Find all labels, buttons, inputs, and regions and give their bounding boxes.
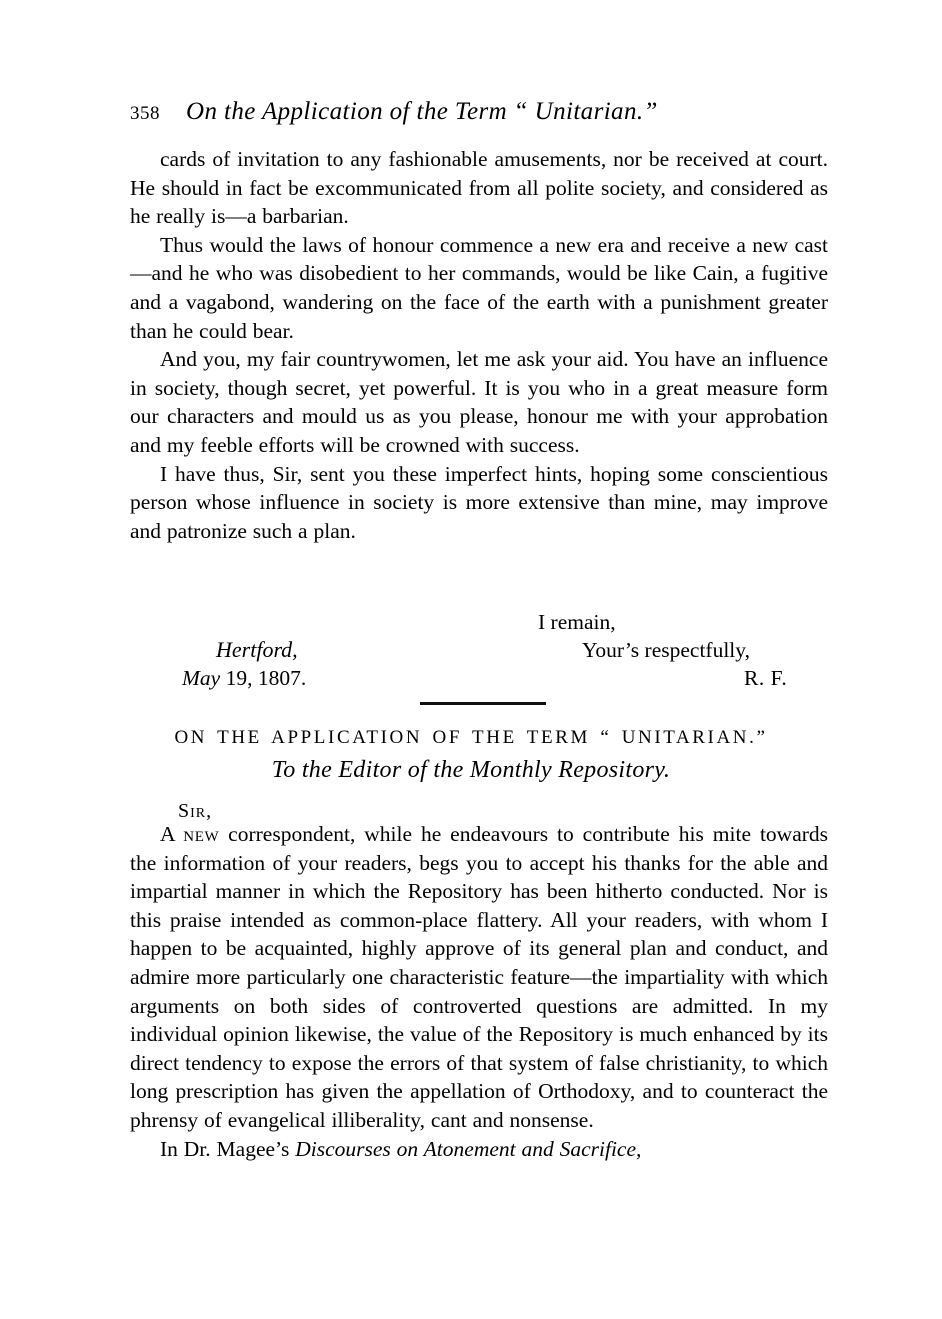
- article-two-body: [130, 820, 828, 1163]
- final-paragraph-italic-title: Discourses on Atonement and Sacrifice,: [295, 1136, 642, 1161]
- running-head: [130, 98, 830, 132]
- signature-closing-yours: Your’s respectfully,: [582, 638, 751, 662]
- paragraph: [130, 1135, 828, 1164]
- paragraph: Thus would the laws of honour commence a new era and receive a new cast—and he who was disobedient to her commands, would be like Cain, a fugitive and a vagabond, wandering on the face of the earth with a punishment greater than he could bear.: [130, 232, 828, 343]
- paragraph: I have thus, Sir, sent you these imperfect hints, hoping some conscientious person whose influence in society is more extensive than mine, may improve and patronize such a plan.: [130, 461, 828, 543]
- paragraph: cards of invitation to any fashionable amusements, nor be received at court. He should in fact be excommunicated from all polite society, and considered as he really is—a barbarian.: [130, 147, 828, 229]
- signature-date-month: May: [182, 666, 221, 690]
- section-divider-rule: [420, 702, 546, 705]
- final-paragraph-lead: In Dr. Magee’s: [160, 1136, 290, 1161]
- running-head-title: On the Application of the Term “ Unitarian.”: [186, 98, 658, 125]
- signature-initials: R. F.: [744, 666, 788, 690]
- paragraph-lead-letter: A: [160, 822, 175, 846]
- paragraph-smallcaps-word: new: [183, 822, 220, 846]
- letter-signature-block: [130, 608, 828, 690]
- page-folio-number: 358: [130, 103, 160, 124]
- signature-closing-remain: I remain,: [538, 610, 616, 634]
- article-subtitle: To the Editor of the Monthly Repository.: [271, 757, 671, 783]
- article-heading: ON THE APPLICATION OF THE TERM “ UNITARIAN.”: [174, 727, 768, 748]
- paragraph: And you, my fair countrywomen, let me ask your aid. You have an influence in society, though secret, yet powerful. It is you who in a great measure form our characters and mould us as you please, honour me with your approbation and my feeble efforts will be crowned with success.: [130, 347, 828, 457]
- paragraph: [130, 820, 828, 1135]
- signature-place: Hertford,: [216, 637, 298, 662]
- article-salutation: Sir,: [178, 800, 213, 822]
- paragraph-text: correspondent, while he endeavours to contribute his mite towards the information of your readers, begs you to accept his thanks for the able and impartial manner in which the Repository has been hitherto conducted. Nor is this praise intended as common-place flattery. All your readers, with whom I happen to be acquainted, highly approve of its general plan and conduct, and admire more particularly one characteristic feature—the impartiality with which arguments on both sides of controverted questions are admitted. In my individual opinion likewise, the value of the Repository is much enhanced by its direct tendency to expose the errors of that system of false christianity, to which long prescription has given the appellation of Orthodoxy, and to counteract the phrensy of evangelical illiberality, cant and nonsense.: [130, 822, 829, 1132]
- signature-date: [182, 664, 306, 693]
- letter-one-body: [130, 145, 828, 545]
- signature-date-rest: 19, 1807.: [225, 666, 307, 690]
